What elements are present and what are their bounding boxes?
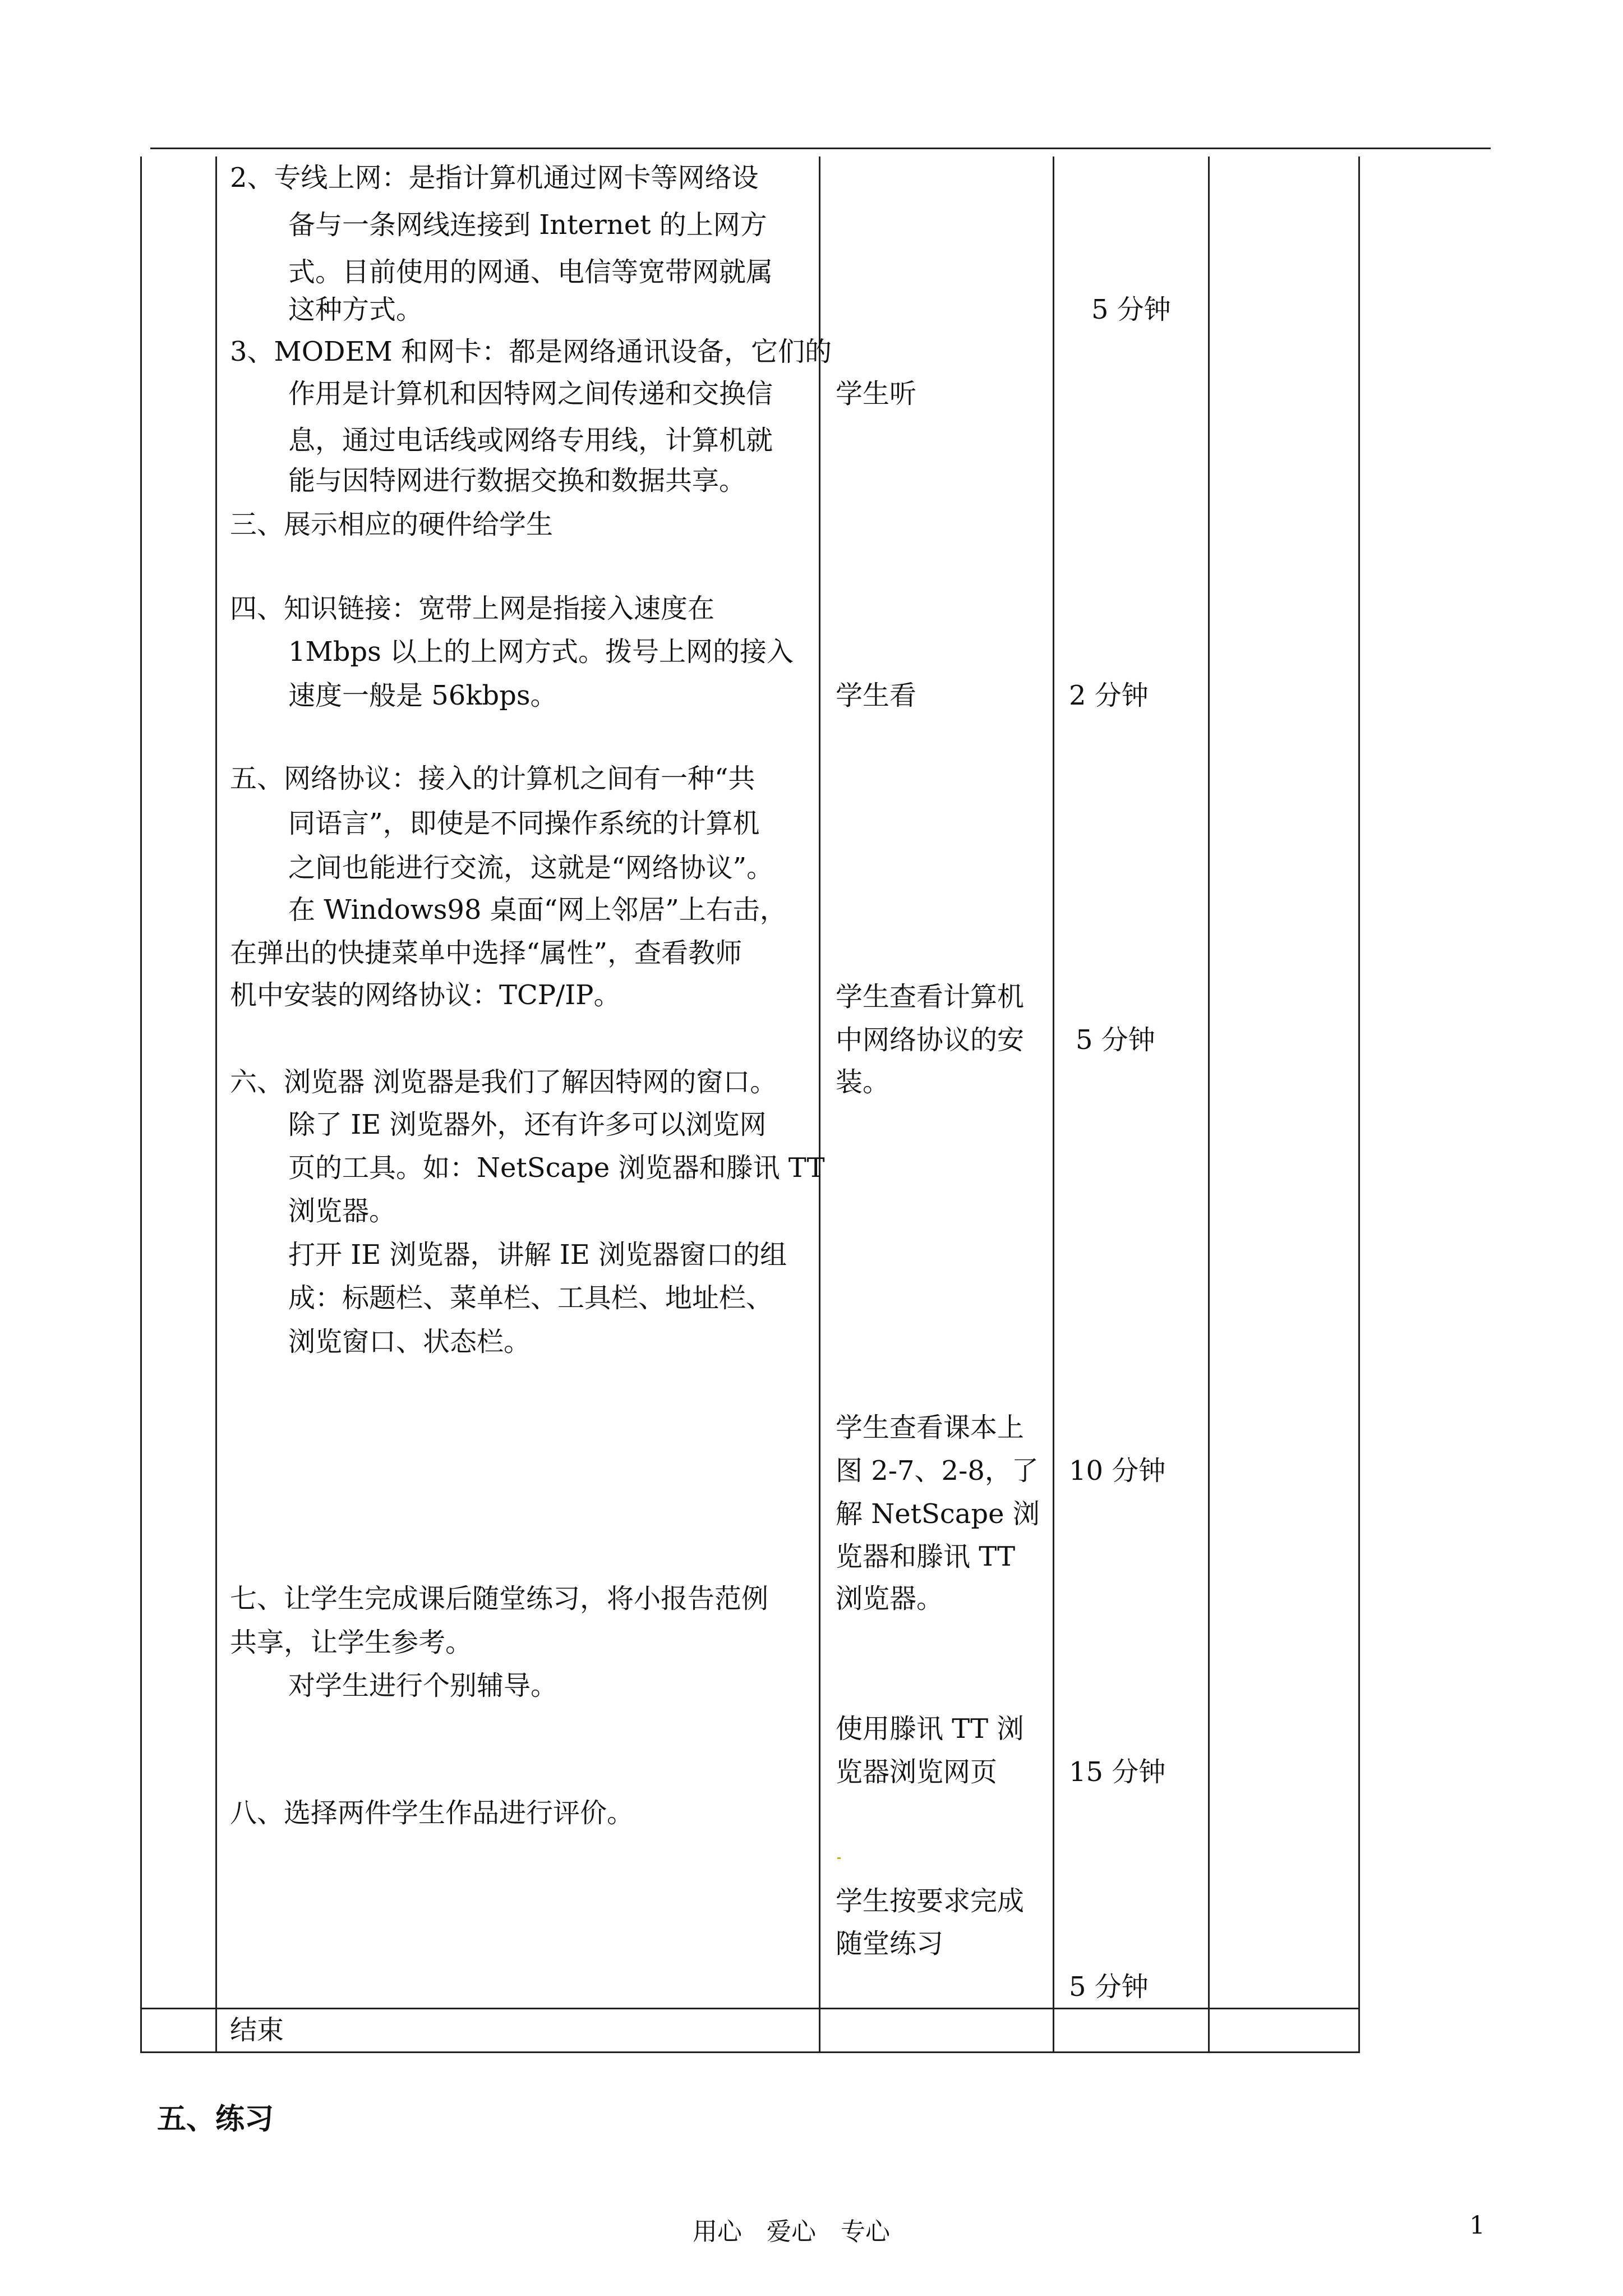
content-line: 八、选择两件学生作品进行评价。 [230, 1797, 634, 1829]
time-label: 2 分钟 [1069, 680, 1149, 711]
content-line: 对学生进行个别辅导。 [288, 1670, 558, 1701]
content-line: 五、网络协议：接入的计算机之间有一种“共 [230, 763, 755, 794]
table-col-divider [1208, 157, 1210, 2053]
student-line: 中网络协议的安 [836, 1024, 1025, 1056]
student-line: 学生查看课本上 [836, 1412, 1025, 1443]
content-line: 这种方式。 [288, 294, 423, 325]
content-line: 能与因特网进行数据交换和数据共享。 [288, 465, 746, 496]
content-line: 在 Windows98 桌面“网上邻居”上右击， [288, 894, 787, 926]
time-label: 5 分钟 [1069, 1971, 1149, 2003]
content-line: 在弹出的快捷菜单中选择“属性”，查看教师 [230, 937, 743, 969]
section-heading: 五、练习 [157, 2102, 274, 2136]
content-line: 共享，让学生参考。 [230, 1627, 473, 1658]
content-line: 页的工具。如：NetScape 浏览器和滕讯 TT [288, 1152, 825, 1184]
table-border-left [140, 157, 142, 2053]
content-line: 式。目前使用的网通、电信等宽带网就属 [288, 256, 773, 288]
student-line: 浏览器。 [836, 1583, 944, 1614]
content-line: 浏览器。 [288, 1195, 396, 1227]
table-border-right [1358, 157, 1360, 2053]
content-line: 1Mbps 以上的上网方式。拨号上网的接入 [288, 636, 794, 668]
content-line: 之间也能进行交流，这就是“网络协议”。 [288, 852, 774, 884]
content-line: 3、MODEM 和网卡：都是网络通讯设备，它们的 [230, 336, 832, 367]
student-line: 学生按要求完成 [836, 1885, 1025, 1917]
content-line: 打开 IE 浏览器，讲解 IE 浏览器窗口的组 [288, 1239, 787, 1271]
table-col-divider [1053, 157, 1054, 2053]
student-line: 图 2-7、2-8，了 [836, 1455, 1039, 1487]
table-row-divider [140, 2008, 1360, 2009]
page-number: 1 [1469, 2211, 1485, 2240]
content-line: 2、专线上网：是指计算机通过网卡等网络设 [230, 162, 759, 194]
table-col-divider [215, 157, 217, 2053]
content-line: 作用是计算机和因特网之间传递和交换信 [288, 378, 773, 409]
stray-mark [837, 1857, 841, 1859]
student-line: 装。 [836, 1066, 890, 1098]
content-line: 速度一般是 56kbps。 [288, 680, 557, 711]
content-line: 成：标题栏、菜单栏、工具栏、地址栏、 [288, 1282, 773, 1314]
top-rule [150, 148, 1491, 149]
content-line: 息，通过电话线或网络专用线，计算机就 [288, 425, 773, 456]
footer-motto: 用心 爱心 专心 [693, 2217, 890, 2246]
content-line: 六、浏览器 浏览器是我们了解因特网的窗口。 [230, 1066, 777, 1098]
student-line: 览器浏览网页 [836, 1756, 998, 1788]
content-line: 机中安装的网络协议：TCP/IP。 [230, 979, 621, 1011]
student-line: 使用滕讯 TT 浏 [836, 1713, 1024, 1745]
student-line: 随堂练习 [836, 1928, 944, 1959]
content-line: 三、展示相应的硬件给学生 [230, 509, 554, 540]
end-label: 结束 [230, 2014, 284, 2046]
time-label: 15 分钟 [1069, 1756, 1166, 1788]
table-border-bottom [140, 2051, 1360, 2053]
student-line: 解 NetScape 浏 [836, 1498, 1040, 1530]
content-line: 七、让学生完成课后随堂练习，将小报告范例 [230, 1583, 769, 1614]
time-label: 10 分钟 [1069, 1455, 1166, 1487]
table-col-divider [819, 157, 820, 2053]
student-line: 学生查看计算机 [836, 981, 1025, 1013]
student-line: 览器和滕讯 TT [836, 1541, 1016, 1572]
student-line: 学生看 [836, 680, 917, 711]
content-line: 浏览窗口、状态栏。 [288, 1326, 531, 1358]
content-line: 备与一条网线连接到 Internet 的上网方 [288, 209, 767, 241]
content-line: 除了 IE 浏览器外，还有许多可以浏览网 [288, 1109, 767, 1140]
time-label: 5 分钟 [1091, 294, 1171, 325]
content-line: 四、知识链接：宽带上网是指接入速度在 [230, 593, 715, 624]
time-label: 5 分钟 [1076, 1024, 1155, 1056]
student-line: 学生听 [836, 378, 917, 409]
content-line: 同语言”，即使是不同操作系统的计算机 [288, 808, 760, 839]
